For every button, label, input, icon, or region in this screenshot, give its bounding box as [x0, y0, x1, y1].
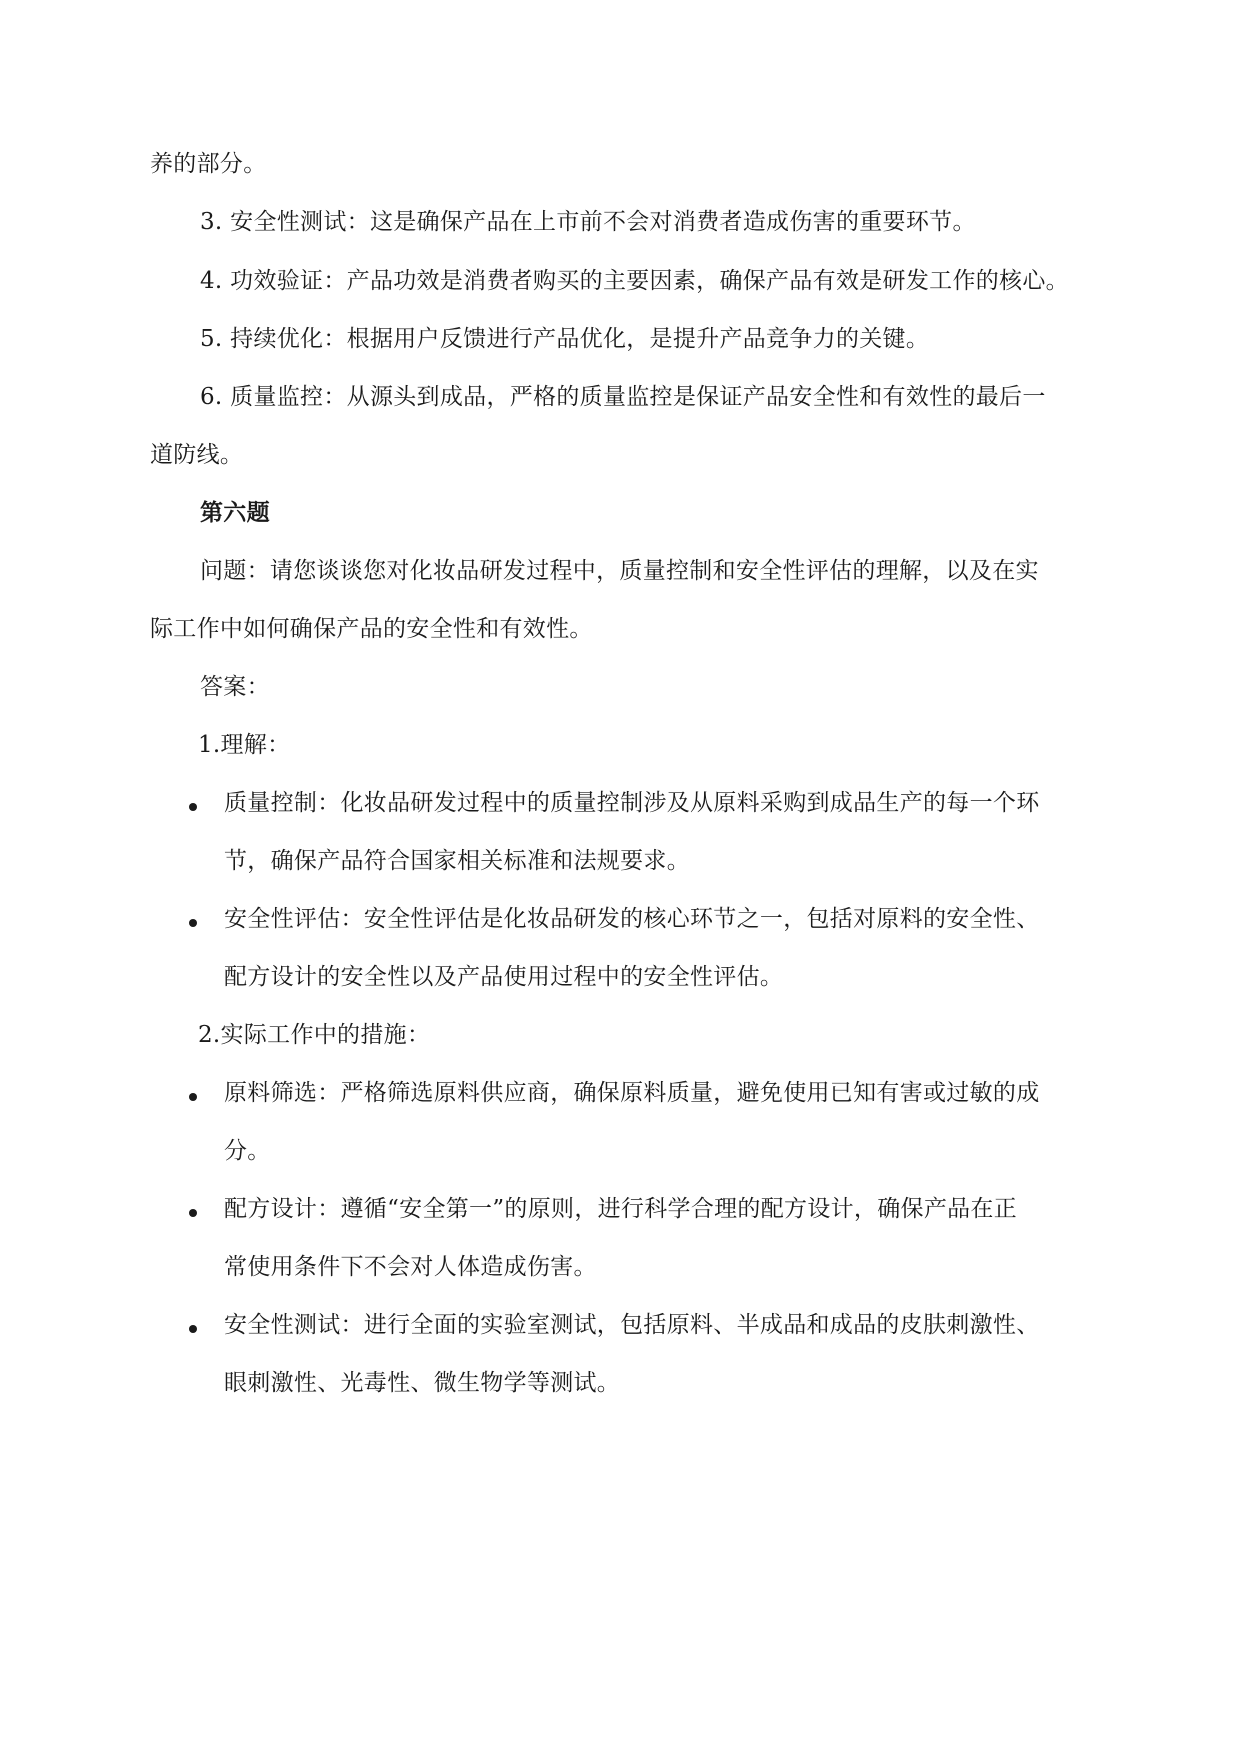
bullet-icon [189, 1209, 197, 1217]
bullet-item-continuation: 配方设计的安全性以及产品使用过程中的安全性评估。 [224, 964, 784, 990]
question-text-continuation: 际工作中如何确保产品的安全性和有效性。 [150, 616, 593, 642]
bullet-item-safety-assessment: 安全性评估：安全性评估是化妆品研发的核心环节之一，包括对原料的安全性、 [224, 906, 1040, 932]
bullet-icon [189, 803, 197, 811]
bullet-icon [189, 1325, 197, 1333]
list-item-3: 3. 安全性测试：这是确保产品在上市前不会对消费者造成伤害的重要环节。 [200, 209, 976, 235]
question-text: 问题：请您谈谈您对化妆品研发过程中，质量控制和安全性评估的理解，以及在实 [200, 558, 1039, 584]
answer-subheading-2: 2.实际工作中的措施： [198, 1022, 431, 1048]
bullet-icon [189, 1093, 197, 1101]
bullet-item-raw-material: 原料筛选：严格筛选原料供应商，确保原料质量，避免使用已知有害或过敏的成 [224, 1080, 1040, 1106]
bullet-item-continuation: 分。 [224, 1138, 271, 1164]
bullet-item-quality-control: 质量控制：化妆品研发过程中的质量控制涉及从原料采购到成品生产的每一个环 [224, 790, 1040, 816]
paragraph-continuation: 养的部分。 [150, 151, 267, 177]
answer-subheading-1: 1.理解： [198, 732, 291, 758]
bullet-icon [189, 919, 197, 927]
bullet-item-continuation: 节，确保产品符合国家相关标准和法规要求。 [224, 848, 690, 874]
bullet-item-continuation: 眼刺激性、光毒性、微生物学等测试。 [224, 1370, 621, 1396]
list-item-4: 4. 功效验证：产品功效是消费者购买的主要因素，确保产品有效是研发工作的核心。 [200, 268, 1069, 294]
bullet-item-formula-design: 配方设计：遵循“安全第一”的原则，进行科学合理的配方设计，确保产品在正 [224, 1196, 1018, 1222]
bullet-item-continuation: 常使用条件下不会对人体造成伤害。 [224, 1254, 597, 1280]
list-item-6-continuation: 道防线。 [150, 442, 244, 468]
list-item-5: 5. 持续优化：根据用户反馈进行产品优化，是提升产品竞争力的关键。 [200, 326, 930, 352]
bullet-item-safety-testing: 安全性测试：进行全面的实验室测试，包括原料、半成品和成品的皮肤刺激性、 [224, 1312, 1040, 1338]
section-heading: 第六题 [200, 499, 270, 526]
list-item-6: 6. 质量监控：从源头到成品，严格的质量监控是保证产品安全性和有效性的最后一 [200, 384, 1046, 410]
answer-label: 答案： [200, 674, 270, 700]
